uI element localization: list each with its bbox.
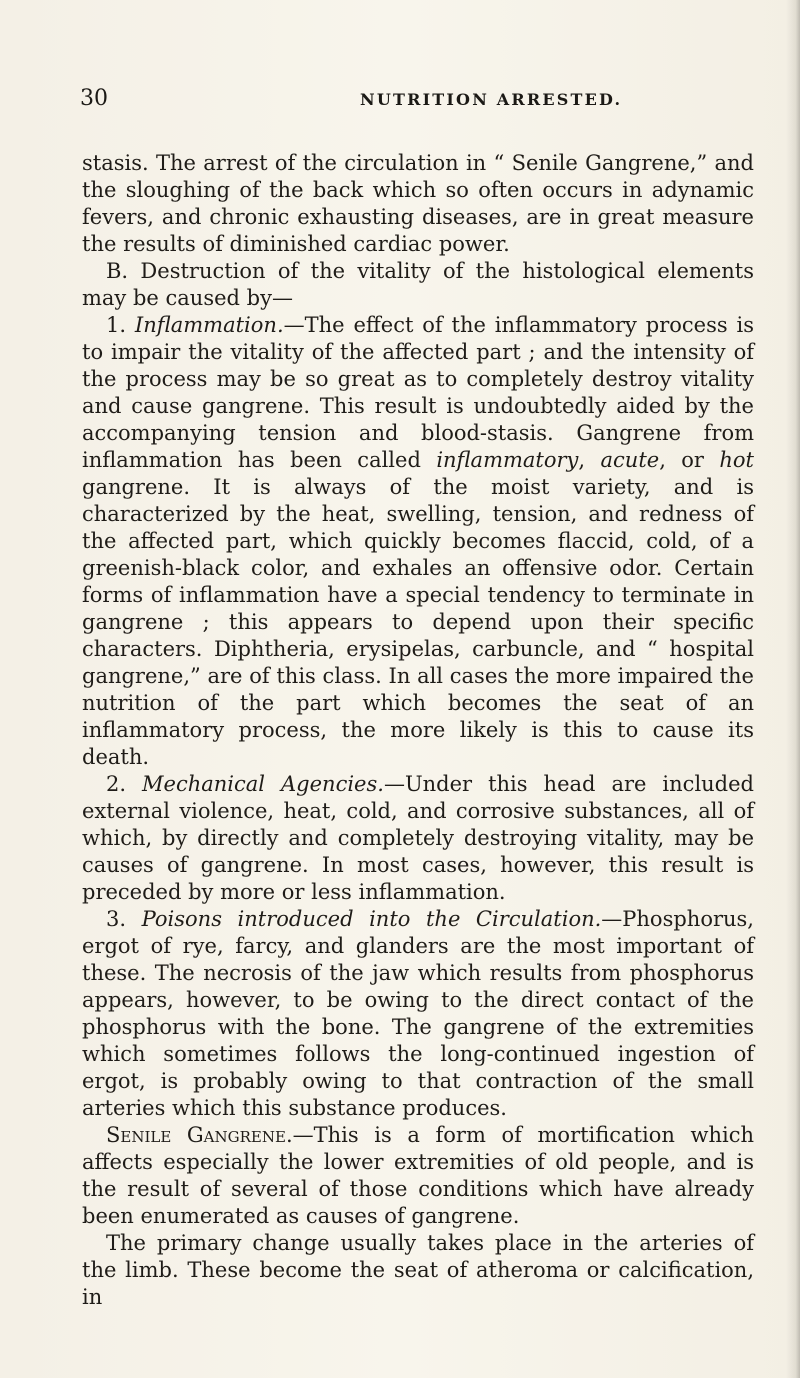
paragraph-stasis: stasis. The arrest of the circulation in “ Senile Gangrene,” and the sloughing of the back which so often occurs in adynamic fevers, and chronic exhausting diseases, are in great measure the results of diminished cardiac power. [82, 151, 754, 256]
item-number: 2. [106, 772, 127, 796]
running-head: NUTRITION ARRESTED. [360, 90, 623, 109]
term-inflammatory: inflammatory [436, 448, 579, 472]
section-heading-inflammation: Inflammation. [134, 313, 284, 337]
poisons-text: —Phosphorus, ergot of rye, farcy, and glanders are the most important of these. The necrosis of the jaw which results from phosphorus appears, however, to be owing to the direct contact of the phosphorus with the bone. The gangrene of the extremities which sometimes follows the long-continued ingestion of ergot, is probably owing to that contraction of the small arteries which this substance produces. [82, 907, 754, 1120]
term-hot: hot [719, 448, 754, 472]
section-heading-senile-gangrene: Senile Gangrene. [106, 1123, 293, 1147]
paragraph-inflammation [82, 312, 754, 771]
mechanical-agencies-text: —Under this head are included external violence, heat, cold, and corrosive substances, all of which, by directly and completely destroying vitality, may be causes of gangrene. In most cases, however, this result is preceded by more or less inflammation. [82, 772, 754, 904]
section-heading-poisons: Poisons introduced into the Circulation. [141, 907, 602, 931]
page-edge-shadow [786, 0, 800, 1378]
page-header [80, 84, 770, 114]
term-acute: acute [600, 448, 660, 472]
body-text [82, 150, 754, 1311]
senile-gangrene-text: —This is a form of mortification which affects especially the lower extremities of old people, and is the result of several of those conditions which have already been enumerated as causes of gangrene. [82, 1123, 754, 1228]
paragraph-destruction: B. Destruction of the vitality of the histological elements may be caused by— [82, 259, 754, 310]
section-heading-mechanical-agencies: Mechanical Agencies. [142, 772, 384, 796]
paragraph-senile-gangrene [82, 1122, 754, 1230]
item-number: 1. [106, 313, 127, 337]
separator: , or [659, 448, 720, 472]
item-number: 3. [106, 907, 127, 931]
inflammation-text-b: gangrene. It is always of the moist variety, and is characterized by the heat, swelling, tension, and redness of the affected part, which quickly becomes flaccid, cold, of a greenish-black color, and exhales an offensive odor. Certain forms of inflammation have a special tendency to terminate in gangrene ; this appears to depend upon their specific characters. Diphtheria, erysipelas, carbuncle, and “ hospital gangrene,” are of this class. In all cases the more impaired the nutrition of the part which becomes the seat of an inflammatory process, the more likely is this to cause its death. [82, 475, 754, 769]
separator: , [578, 448, 601, 472]
paragraph-primary-change: The primary change usually takes place in the arteries of the limb. These become the seat of atheroma or calcification, in [82, 1231, 754, 1309]
paragraph-mechanical-agencies [82, 771, 754, 906]
page-number: 30 [80, 86, 108, 111]
inflammation-text-a: —The effect of the inflammatory process is to impair the vitality of the affected part ; and the intensity of the process may be so great as to completely destroy vitality and cause gangrene. This result is undoubtedly aided by the accompanying tension and blood-stasis. Gangrene from inflammation has been called [82, 313, 754, 472]
paragraph-poisons [82, 906, 754, 1122]
